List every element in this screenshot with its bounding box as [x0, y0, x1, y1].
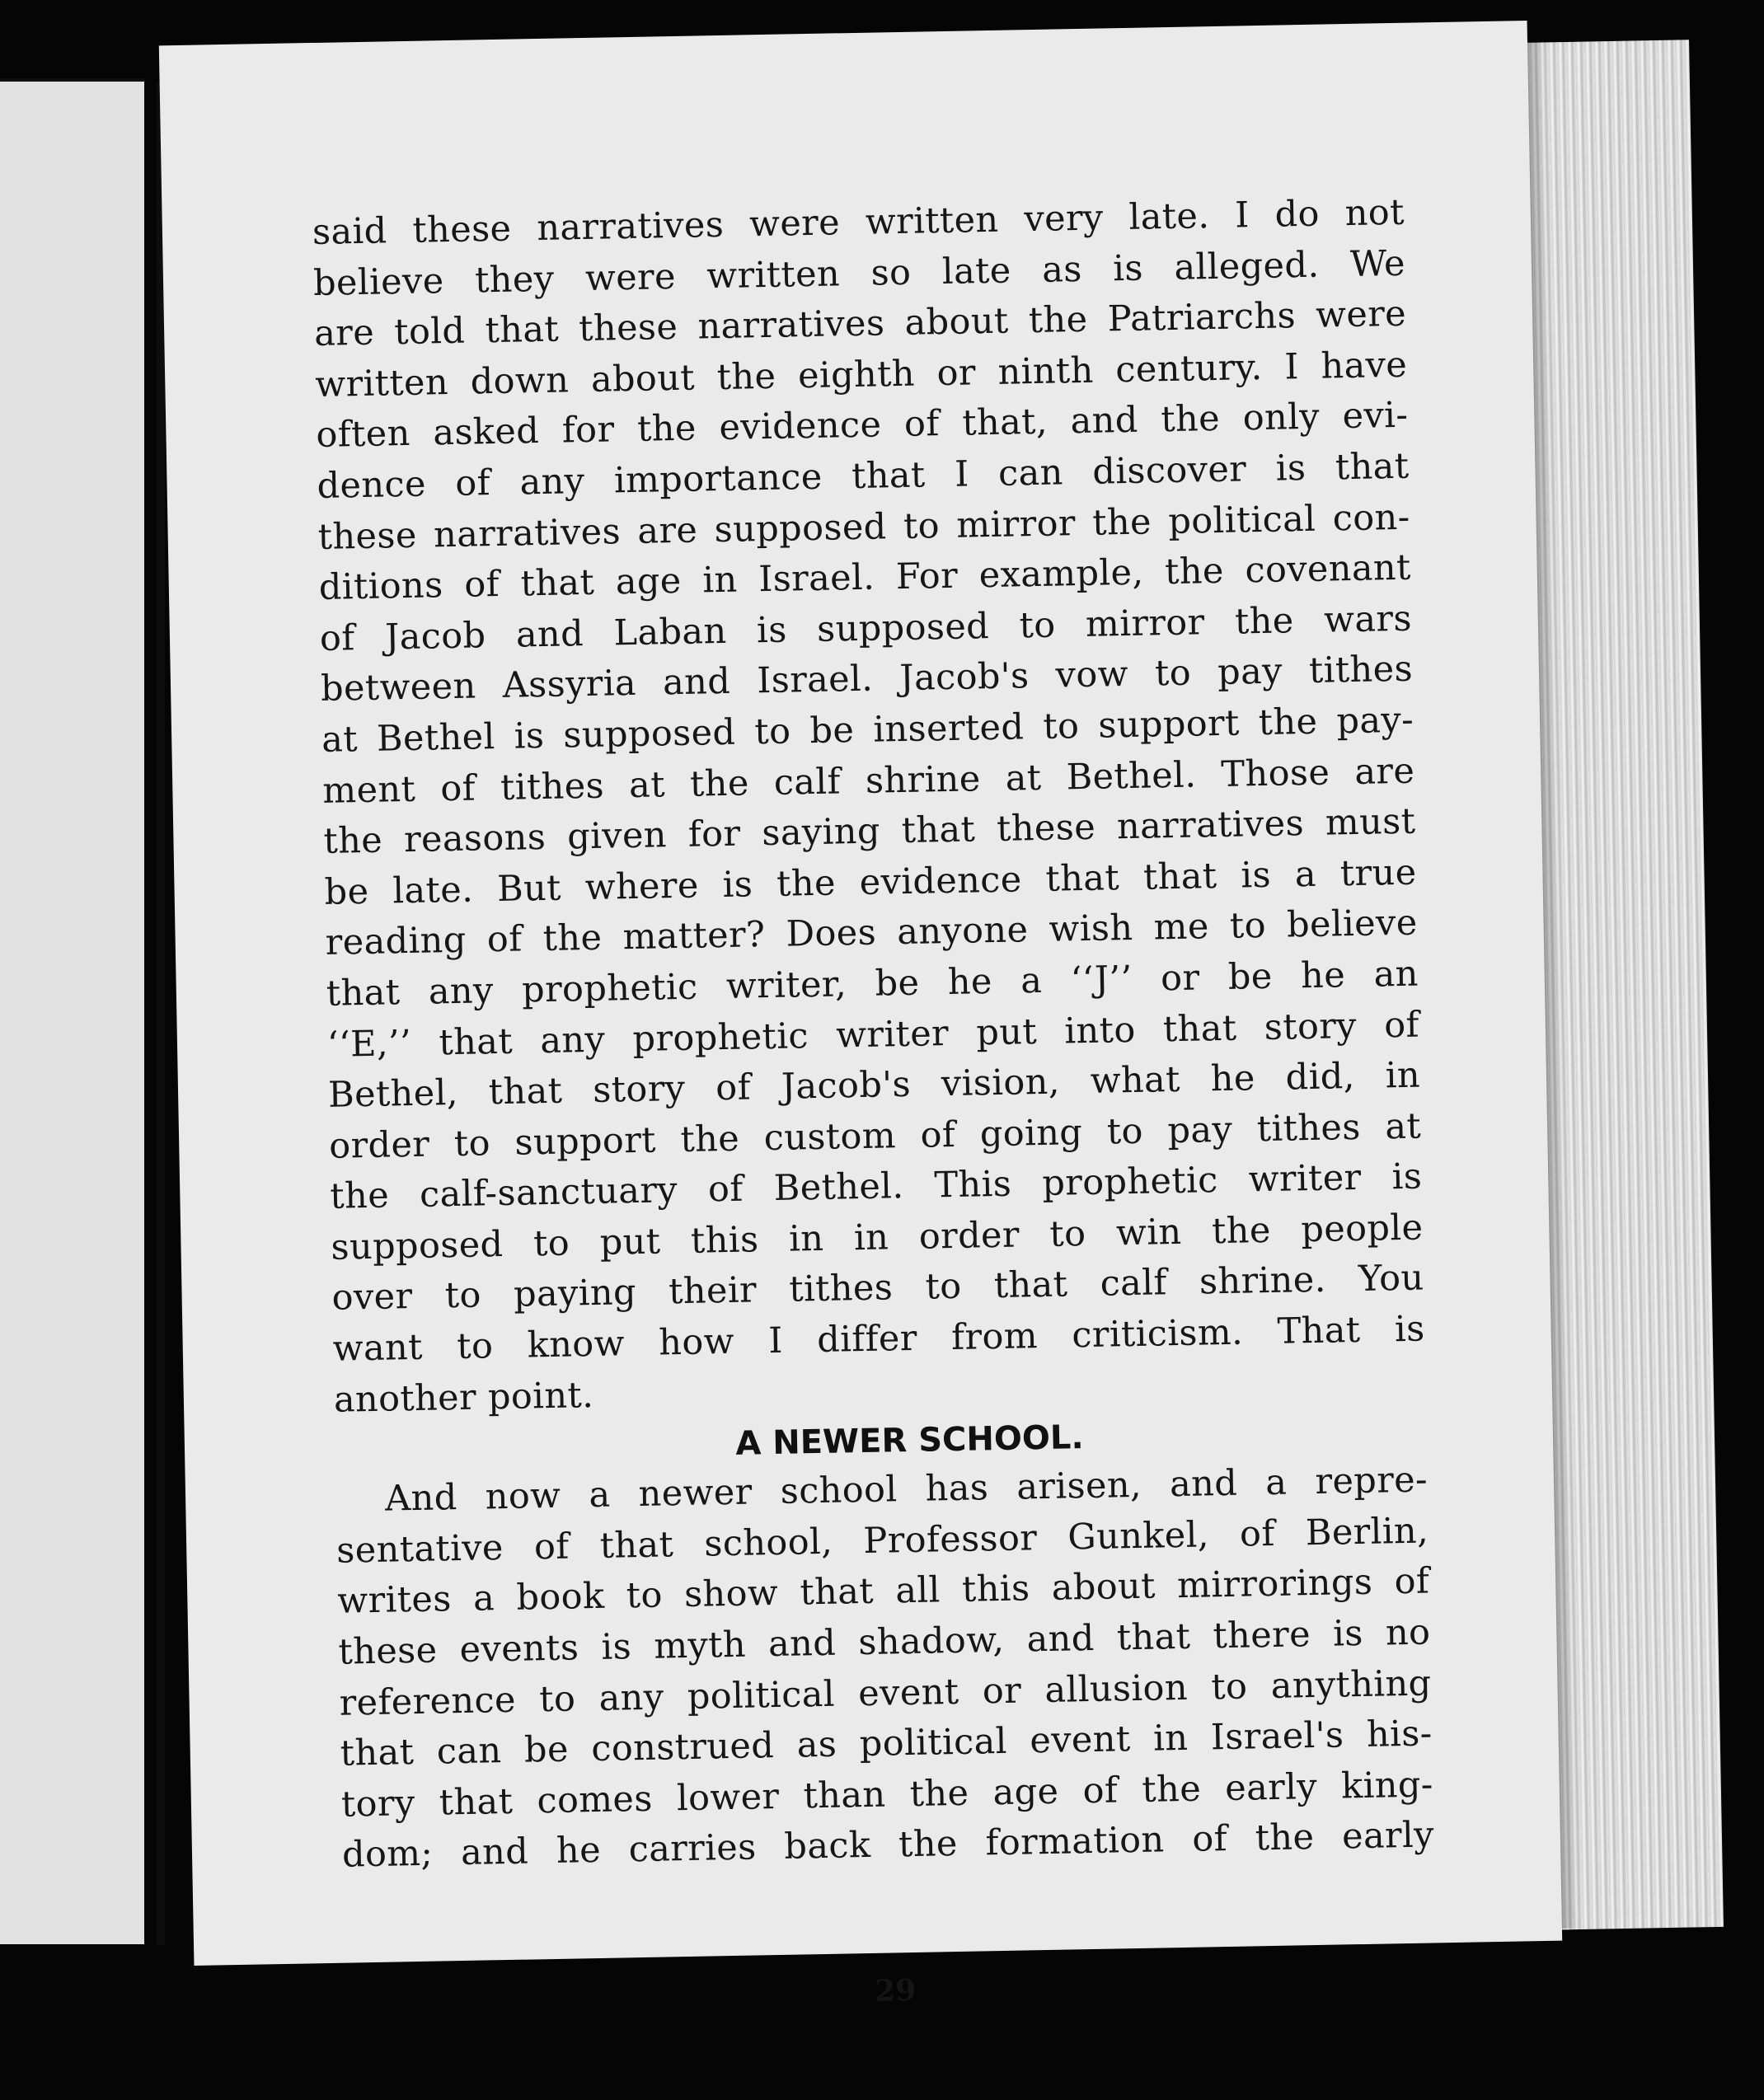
- text-line: often asked for the evidence of that, and the only evi-: [316, 395, 1409, 457]
- text-line: another point.: [333, 1374, 594, 1421]
- text-line: And now a newer school has arisen, and a repre-: [384, 1459, 1429, 1520]
- text-line: that any prophetic writer, be he a ‘‘J’’ or be he an: [326, 953, 1419, 1015]
- text-line: writes a book to show that all this about mirrorings of: [336, 1560, 1430, 1623]
- text-line: tory that comes lower than the age of the early king-: [340, 1764, 1434, 1826]
- text-line: Bethel, that story of Jacob's vision, what he did, in: [327, 1054, 1421, 1116]
- text-line: sentative of that school, Professor Gunkel, of Berlin,: [335, 1510, 1429, 1572]
- book-page: [159, 21, 1562, 2009]
- text-line: supposed to put this in in order to win the people: [331, 1207, 1424, 1268]
- text-line: reading of the matter? Does anyone wish me to believe: [325, 902, 1419, 964]
- text-line: these narratives are supposed to mirror the political con-: [317, 496, 1410, 558]
- text-line: said these narratives were written very late. I do not: [312, 191, 1405, 254]
- section-heading: A NEWER SCHOOL.: [734, 1418, 1084, 1464]
- text-line: want to know how I differ from criticism. That is: [332, 1308, 1426, 1370]
- text-line: of Jacob and Laban is supposed to mirror the wars: [319, 598, 1413, 659]
- text-line: ditions of that age in Israel. For example, the covenant: [318, 546, 1412, 609]
- text-line: over to paying their tithes to that calf shrine. You: [331, 1258, 1424, 1320]
- text-line: at Bethel is supposed to be inserted to support the pay-: [321, 699, 1414, 761]
- text-line: are told that these narratives about the Patriarchs were: [313, 293, 1407, 355]
- left-facing-page: [0, 78, 144, 1944]
- book-gutter: [157, 82, 165, 1945]
- text-line: that can be construed as political event in Israel's his-: [340, 1713, 1433, 1774]
- text-line: the reasons given for saying that these narratives must: [323, 800, 1416, 863]
- text-line: ‘‘E,’’ that any prophetic writer put into that story of: [326, 1004, 1420, 1066]
- text-line: believe they were written so late as is alleged. We: [312, 242, 1406, 304]
- page-number: 29: [874, 1972, 917, 2009]
- text-line: these events is myth and shadow, and that there is no: [338, 1611, 1431, 1673]
- text-line: dom; and he carries back the formation of the early: [341, 1814, 1435, 1877]
- text-line: order to support the custom of going to pay tithes at: [328, 1105, 1422, 1167]
- text-line: written down about the eighth or ninth century. I have: [314, 344, 1408, 405]
- text-line: be late. But where is the evidence that that is a true: [324, 851, 1417, 913]
- text-line: dence of any importance that I can discover is that: [317, 445, 1410, 507]
- text-line: reference to any political event or allusion to anything: [339, 1662, 1432, 1724]
- text-line: the calf-sanctuary of Bethel. This prophetic writer is: [329, 1155, 1423, 1218]
- text-line: ment of tithes at the calf shrine at Bethel. Those are: [321, 750, 1415, 812]
- page-text-block: [312, 188, 1434, 1882]
- text-line: between Assyria and Israel. Jacob's vow to pay tithes: [320, 649, 1414, 710]
